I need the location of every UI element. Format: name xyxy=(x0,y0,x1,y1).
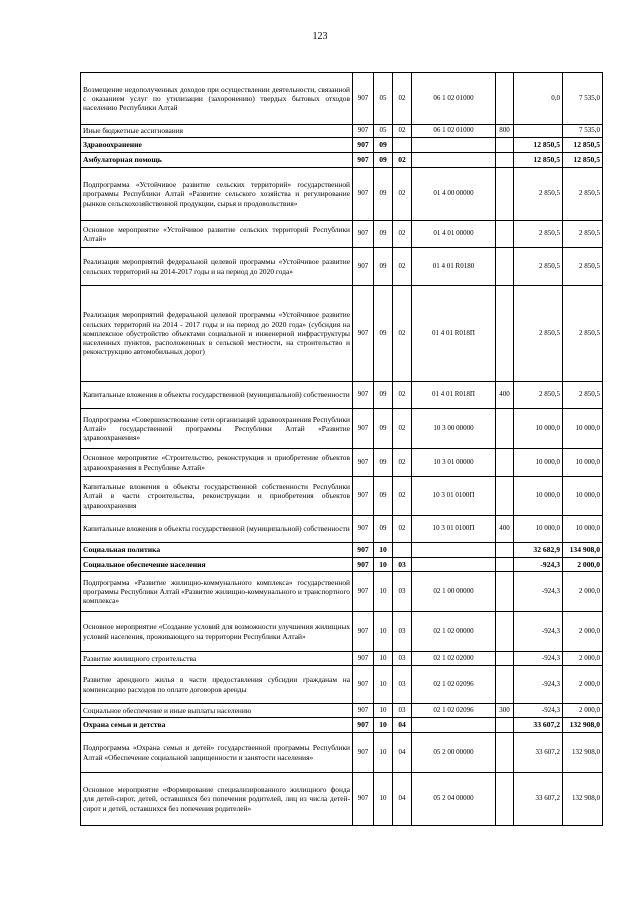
section-code-cell: 05 xyxy=(374,125,393,138)
subsection-code-cell: 04 xyxy=(393,733,412,773)
table-row xyxy=(81,248,603,286)
amount-year1-cell: 12 850,5 xyxy=(514,138,563,153)
amount-year1-cell: -924,3 xyxy=(514,612,563,652)
amount-year1-cell: 10 000,0 xyxy=(514,477,563,516)
table-row xyxy=(81,382,603,409)
expense-name-cell: Иные бюджетные ассигнования xyxy=(81,125,353,138)
table-row xyxy=(81,138,603,153)
section-code-cell: 10 xyxy=(374,718,393,733)
target-article-cell: 06 1 02 01000 xyxy=(412,73,496,125)
target-article-cell xyxy=(412,138,496,153)
amount-year1-cell: 10 000,0 xyxy=(514,409,563,449)
amount-year1-cell: 2 850,5 xyxy=(514,286,563,382)
page-number: 123 xyxy=(312,31,328,42)
amount-year2-cell: 7 535,0 xyxy=(563,73,603,125)
table-row xyxy=(81,516,603,543)
expense-type-cell xyxy=(496,153,514,168)
budget-table-body xyxy=(81,73,603,826)
admin-code-cell: 907 xyxy=(353,409,374,449)
expense-name-cell: Реализация мероприятий федеральной целевой программы «Устойчивое развитие сельских территорий на 2014-2017 годы и на период до 2020 года» xyxy=(81,248,353,286)
target-article-cell: 01 4 00 00000 xyxy=(412,168,496,221)
expense-type-cell xyxy=(496,449,514,477)
amount-year2-cell: 134 908,0 xyxy=(563,543,603,558)
expense-name-cell: Основное мероприятие «Создание условий для возможности улучшения жилищных условий населения, проживающего на территории Республики Алтай» xyxy=(81,612,353,652)
subsection-code-cell xyxy=(393,543,412,558)
amount-year1-cell: 0,0 xyxy=(514,73,563,125)
amount-year2-cell: 132 908,0 xyxy=(563,733,603,773)
amount-year2-cell: 2 000,0 xyxy=(563,666,603,704)
section-code-cell: 05 xyxy=(374,73,393,125)
amount-year2-cell: 2 000,0 xyxy=(563,558,603,572)
expense-name-cell: Подпрограмма «Устойчивое развитие сельских территорий» государственной программы Республики Алтай «Развитие сельского хозяйства и регулирование рынков сельскохозяйственной продукции, сырья и продовольствия» xyxy=(81,168,353,221)
expense-name-cell: Основное мероприятие «Устойчивое развитие сельских территорий Республики Алтай» xyxy=(81,221,353,248)
expense-name-cell: Подпрограмма «Совершенствование сети организаций здравоохранения Республики Алтай» государственной программы Республики Алтай «Развитие здравоохранения» xyxy=(81,409,353,449)
section-code-cell: 09 xyxy=(374,449,393,477)
amount-year2-cell: 7 535,0 xyxy=(563,125,603,138)
subsection-code-cell: 02 xyxy=(393,477,412,516)
amount-year1-cell: 33 607,2 xyxy=(514,718,563,733)
admin-code-cell: 907 xyxy=(353,138,374,153)
expense-name-cell: Капитальные вложения в объекты государственной (муниципальной) собственности xyxy=(81,382,353,409)
section-code-cell: 10 xyxy=(374,612,393,652)
target-article-cell: 05 2 04 00000 xyxy=(412,773,496,826)
table-row xyxy=(81,286,603,382)
expense-name-cell: Здравоохранение xyxy=(81,138,353,153)
subsection-code-cell: 03 xyxy=(393,612,412,652)
amount-year1-cell xyxy=(514,125,563,138)
amount-year2-cell: 10 000,0 xyxy=(563,516,603,543)
expense-type-cell xyxy=(496,733,514,773)
admin-code-cell: 907 xyxy=(353,153,374,168)
expense-name-cell: Амбулаторная помощь xyxy=(81,153,353,168)
target-article-cell: 10 3 01 0100П xyxy=(412,516,496,543)
target-article-cell: 02 1 02 02000 xyxy=(412,652,496,666)
admin-code-cell: 907 xyxy=(353,773,374,826)
section-code-cell: 09 xyxy=(374,516,393,543)
subsection-code-cell: 02 xyxy=(393,153,412,168)
amount-year1-cell: 33 607,2 xyxy=(514,773,563,826)
target-article-cell: 02 1 02 02096 xyxy=(412,704,496,718)
amount-year2-cell: 2 850,5 xyxy=(563,248,603,286)
admin-code-cell: 907 xyxy=(353,558,374,572)
amount-year1-cell: -924,3 xyxy=(514,652,563,666)
expense-type-cell xyxy=(496,168,514,221)
target-article-cell: 10 3 01 0100П xyxy=(412,477,496,516)
subsection-code-cell: 02 xyxy=(393,125,412,138)
admin-code-cell: 907 xyxy=(353,718,374,733)
target-article-cell xyxy=(412,558,496,572)
subsection-code-cell xyxy=(393,138,412,153)
expense-type-cell: 300 xyxy=(496,704,514,718)
section-code-cell: 09 xyxy=(374,221,393,248)
table-row xyxy=(81,612,603,652)
table-row xyxy=(81,477,603,516)
target-article-cell: 01 4 01 00000 xyxy=(412,221,496,248)
expense-name-cell: Развитие арендного жилья в части предоставления субсидии гражданам на компенсацию расходов по оплате договоров аренды xyxy=(81,666,353,704)
amount-year1-cell: -924,3 xyxy=(514,704,563,718)
expense-type-cell xyxy=(496,572,514,612)
expense-type-cell xyxy=(496,286,514,382)
expense-type-cell xyxy=(496,477,514,516)
table-row xyxy=(81,543,603,558)
amount-year2-cell: 2 850,5 xyxy=(563,286,603,382)
expense-type-cell xyxy=(496,612,514,652)
amount-year1-cell: -924,3 xyxy=(514,572,563,612)
amount-year1-cell: 2 850,5 xyxy=(514,221,563,248)
amount-year1-cell: 2 850,5 xyxy=(514,168,563,221)
subsection-code-cell: 02 xyxy=(393,286,412,382)
amount-year2-cell: 2 000,0 xyxy=(563,652,603,666)
amount-year1-cell: -924,3 xyxy=(514,666,563,704)
table-row xyxy=(81,558,603,572)
admin-code-cell: 907 xyxy=(353,666,374,704)
target-article-cell: 02 1 00 00000 xyxy=(412,572,496,612)
subsection-code-cell: 03 xyxy=(393,704,412,718)
amount-year2-cell: 2 850,5 xyxy=(563,221,603,248)
section-code-cell: 10 xyxy=(374,704,393,718)
admin-code-cell: 907 xyxy=(353,612,374,652)
amount-year2-cell: 10 000,0 xyxy=(563,409,603,449)
amount-year2-cell: 10 000,0 xyxy=(563,477,603,516)
target-article-cell: 10 3 01 00000 xyxy=(412,449,496,477)
expense-type-cell xyxy=(496,409,514,449)
admin-code-cell: 907 xyxy=(353,248,374,286)
section-code-cell: 09 xyxy=(374,168,393,221)
expense-name-cell: Капитальные вложения в объекты государственной собственности Республики Алтай в части строительства, реконструкции и приобретения объектов здравоохранения xyxy=(81,477,353,516)
section-code-cell: 10 xyxy=(374,572,393,612)
amount-year1-cell: -924,3 xyxy=(514,558,563,572)
amount-year1-cell: 2 850,5 xyxy=(514,382,563,409)
target-article-cell: 06 1 02 01000 xyxy=(412,125,496,138)
table-row xyxy=(81,718,603,733)
section-code-cell: 10 xyxy=(374,543,393,558)
subsection-code-cell: 03 xyxy=(393,652,412,666)
table-row xyxy=(81,733,603,773)
subsection-code-cell: 04 xyxy=(393,773,412,826)
expense-type-cell xyxy=(496,652,514,666)
table-row xyxy=(81,168,603,221)
target-article-cell: 02 1 02 02096 xyxy=(412,666,496,704)
subsection-code-cell: 03 xyxy=(393,558,412,572)
section-code-cell: 09 xyxy=(374,138,393,153)
expense-name-cell: Подпрограмма «Развитие жилищно-коммунального комплекса» государственной программы Республики Алтай «Развитие жилищно-коммунального и транспортного комплекса» xyxy=(81,572,353,612)
table-row xyxy=(81,704,603,718)
expense-type-cell: 400 xyxy=(496,382,514,409)
admin-code-cell: 907 xyxy=(353,221,374,248)
target-article-cell xyxy=(412,153,496,168)
subsection-code-cell: 02 xyxy=(393,409,412,449)
admin-code-cell: 907 xyxy=(353,168,374,221)
section-code-cell: 09 xyxy=(374,477,393,516)
expense-type-cell xyxy=(496,773,514,826)
table-row xyxy=(81,449,603,477)
target-article-cell: 01 4 01 R0180 xyxy=(412,248,496,286)
amount-year2-cell: 132 908,0 xyxy=(563,718,603,733)
expense-type-cell xyxy=(496,666,514,704)
table-row xyxy=(81,409,603,449)
table-row xyxy=(81,221,603,248)
expense-name-cell: Основное мероприятие «Строительство, реконструкция и приобретение объектов здравоохранения в Республике Алтай» xyxy=(81,449,353,477)
section-code-cell: 10 xyxy=(374,652,393,666)
expense-type-cell: 800 xyxy=(496,125,514,138)
amount-year2-cell: 2 000,0 xyxy=(563,612,603,652)
admin-code-cell: 907 xyxy=(353,704,374,718)
table-row xyxy=(81,652,603,666)
amount-year1-cell: 10 000,0 xyxy=(514,449,563,477)
admin-code-cell: 907 xyxy=(353,543,374,558)
table-row xyxy=(81,666,603,704)
table-row xyxy=(81,125,603,138)
admin-code-cell: 907 xyxy=(353,572,374,612)
expense-type-cell xyxy=(496,221,514,248)
section-code-cell: 10 xyxy=(374,733,393,773)
expense-name-cell: Возмещение недополученных доходов при осуществлении деятельности, связанной с оказанием услуг по утилизации (захоронению) твердых бытовых отходов населению Республики Алтай xyxy=(81,73,353,125)
admin-code-cell: 907 xyxy=(353,125,374,138)
subsection-code-cell: 02 xyxy=(393,221,412,248)
expense-name-cell: Капитальные вложения в объекты государственной (муниципальной) собственности xyxy=(81,516,353,543)
amount-year2-cell: 12 850,5 xyxy=(563,153,603,168)
expense-name-cell: Социальное обеспечение и иные выплаты населению xyxy=(81,704,353,718)
admin-code-cell: 907 xyxy=(353,477,374,516)
budget-table xyxy=(80,72,603,826)
admin-code-cell: 907 xyxy=(353,449,374,477)
amount-year2-cell: 2 000,0 xyxy=(563,704,603,718)
expense-name-cell: Развитие жилищного строительства xyxy=(81,652,353,666)
expense-name-cell: Подпрограмма «Охрана семьи и детей» государственной программы Республики Алтай «Обеспечение социальной защищенности и занятости населения» xyxy=(81,733,353,773)
subsection-code-cell: 02 xyxy=(393,168,412,221)
subsection-code-cell: 02 xyxy=(393,449,412,477)
admin-code-cell: 907 xyxy=(353,733,374,773)
expense-name-cell: Социальная политика xyxy=(81,543,353,558)
amount-year1-cell: 10 000,0 xyxy=(514,516,563,543)
expense-name-cell: Охрана семьи и детства xyxy=(81,718,353,733)
expense-name-cell: Основное мероприятие «Формирование специализированного жилищного фонда для детей-сирот, детей, оставшихся без попечения родителей, лиц из числа детей-сирот и детей, оставшихся без попечения родителей» xyxy=(81,773,353,826)
subsection-code-cell: 02 xyxy=(393,248,412,286)
section-code-cell: 10 xyxy=(374,558,393,572)
section-code-cell: 09 xyxy=(374,248,393,286)
table-row xyxy=(81,773,603,826)
admin-code-cell: 907 xyxy=(353,73,374,125)
section-code-cell: 10 xyxy=(374,773,393,826)
amount-year2-cell: 132 908,0 xyxy=(563,773,603,826)
expense-type-cell xyxy=(496,73,514,125)
expense-type-cell xyxy=(496,543,514,558)
amount-year2-cell: 12 850,5 xyxy=(563,138,603,153)
table-row xyxy=(81,73,603,125)
section-code-cell: 09 xyxy=(374,153,393,168)
target-article-cell: 02 1 02 00000 xyxy=(412,612,496,652)
amount-year2-cell: 2 850,5 xyxy=(563,382,603,409)
subsection-code-cell: 04 xyxy=(393,718,412,733)
amount-year2-cell: 10 000,0 xyxy=(563,449,603,477)
expense-name-cell: Социальное обеспечение населения xyxy=(81,558,353,572)
amount-year1-cell: 33 607,2 xyxy=(514,733,563,773)
table-row xyxy=(81,572,603,612)
target-article-cell: 05 2 00 00000 xyxy=(412,733,496,773)
target-article-cell xyxy=(412,718,496,733)
section-code-cell: 09 xyxy=(374,382,393,409)
section-code-cell: 10 xyxy=(374,666,393,704)
subsection-code-cell: 02 xyxy=(393,73,412,125)
target-article-cell: 01 4 01 R018П xyxy=(412,286,496,382)
target-article-cell: 01 4 01 R018П xyxy=(412,382,496,409)
admin-code-cell: 907 xyxy=(353,516,374,543)
admin-code-cell: 907 xyxy=(353,286,374,382)
admin-code-cell: 907 xyxy=(353,382,374,409)
amount-year1-cell: 32 682,9 xyxy=(514,543,563,558)
amount-year1-cell: 2 850,5 xyxy=(514,248,563,286)
amount-year2-cell: 2 850,5 xyxy=(563,168,603,221)
target-article-cell: 10 3 00 00000 xyxy=(412,409,496,449)
expense-type-cell xyxy=(496,138,514,153)
subsection-code-cell: 02 xyxy=(393,516,412,543)
subsection-code-cell: 03 xyxy=(393,572,412,612)
subsection-code-cell: 02 xyxy=(393,382,412,409)
section-code-cell: 09 xyxy=(374,409,393,449)
subsection-code-cell: 03 xyxy=(393,666,412,704)
expense-type-cell xyxy=(496,248,514,286)
expense-type-cell xyxy=(496,718,514,733)
expense-name-cell: Реализация мероприятий федеральной целевой программы «Устойчивое развитие сельских территорий на 2014 - 2017 годы и на период до 2020 года» (субсидия на комплексное обустройство объектами социальной и инженерной инфраструктуры населенных пунктов, расположенных в сельской местности, на строительство и реконструкцию автомобильных дорог) xyxy=(81,286,353,382)
section-code-cell: 09 xyxy=(374,286,393,382)
expense-type-cell xyxy=(496,558,514,572)
expense-type-cell: 400 xyxy=(496,516,514,543)
table-row xyxy=(81,153,603,168)
amount-year1-cell: 12 850,5 xyxy=(514,153,563,168)
admin-code-cell: 907 xyxy=(353,652,374,666)
amount-year2-cell: 2 000,0 xyxy=(563,572,603,612)
target-article-cell xyxy=(412,543,496,558)
